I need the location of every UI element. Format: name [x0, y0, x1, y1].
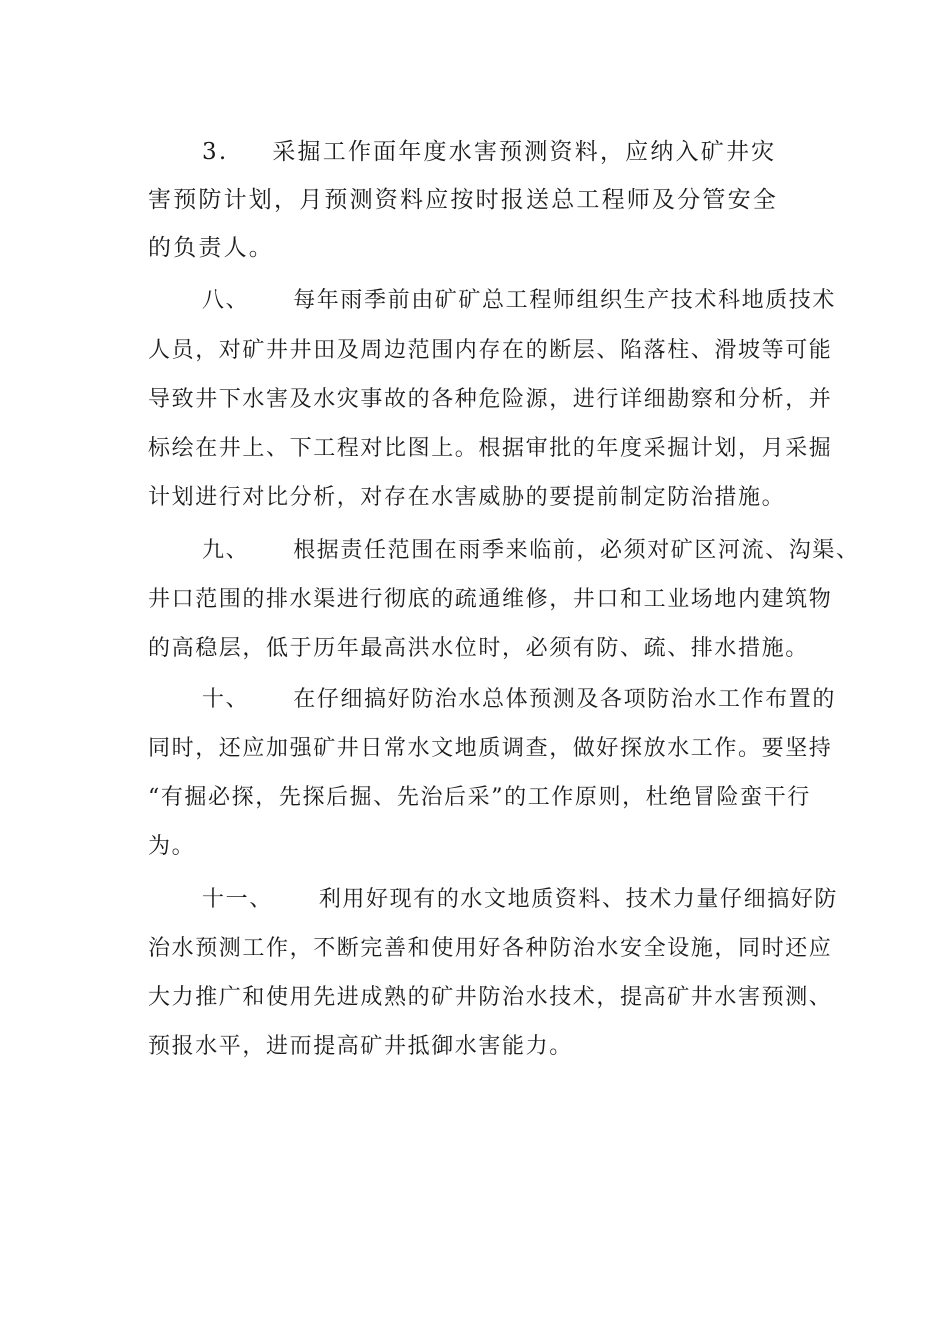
paragraph-3-line-2: 害预防计划，月预测资料应按时报送总工程师及分管安全: [148, 187, 778, 213]
paragraph-8-line-1: 八、 每年雨季前由矿矿总工程师组织生产技术科地质技术: [202, 288, 837, 313]
paragraph-3-line-3: 的负责人。: [148, 235, 274, 261]
paragraph-11-line-3: 大力推广和使用先进成熟的矿井防治水技术，提高矿井水害预测、: [148, 985, 833, 1010]
paragraph-8-line-5: 计划进行对比分析，对存在水害威胁的要提前制定防治措施。: [148, 485, 786, 510]
paragraph-3-line-1: 3. 采掘工作面年度水害预测资料，应纳入矿井灾: [202, 139, 777, 165]
paragraph-10-line-4: 为。: [148, 834, 196, 859]
paragraph-8-line-3: 导致井下水害及水灾事故的各种危险源，进行详细勘察和分析，并: [148, 387, 833, 412]
paragraph-9-line-1: 九、 根据责任范围在雨季来临前，必须对矿区河流、沟渠、: [202, 538, 860, 563]
paragraph-11-label: 十一、: [202, 887, 273, 912]
paragraph-11-line-2: 治水预测工作，不断完善和使用好各种防治水安全设施，同时还应: [148, 936, 833, 961]
paragraph-11-line-1: 十一、 利用好现有的水文地质资料、技术力量仔细搞好防: [202, 887, 839, 912]
paragraph-9-line-2: 井口范围的排水渠进行彻底的疏通维修，井口和工业场地内建筑物: [148, 587, 833, 612]
paragraph-10-line-3: “有掘必探，先探后掘、先治后采”的工作原则，杜绝冒险蛮干行: [148, 785, 811, 810]
paragraph-10-line-1: 十、 在仔细搞好防治水总体预测及各项防治水工作布置的: [202, 687, 837, 712]
paragraph-9-line-3: 的高稳层，低于历年最高洪水位时，必须有防、疏、排水措施。: [148, 636, 809, 661]
paragraph-3-label: 3.: [202, 139, 229, 165]
paragraph-8-line-4: 标绘在井上、下工程对比图上。根据审批的年度采掘计划，月采掘: [148, 436, 833, 461]
paragraph-11-line-4: 预报水平，进而提高矿井抵御水害能力。: [148, 1034, 573, 1059]
paragraph-8-label: 八、: [202, 288, 250, 313]
paragraph-10-line-2: 同时，还应加强矿井日常水文地质调查，做好探放水工作。要坚持: [148, 736, 833, 761]
paragraph-10-label: 十、: [202, 687, 250, 712]
paragraph-8-line-2: 人员，对矿井井田及周边范围内存在的断层、陷落柱、滑坡等可能: [148, 338, 833, 363]
paragraph-9-label: 九、: [202, 538, 250, 563]
